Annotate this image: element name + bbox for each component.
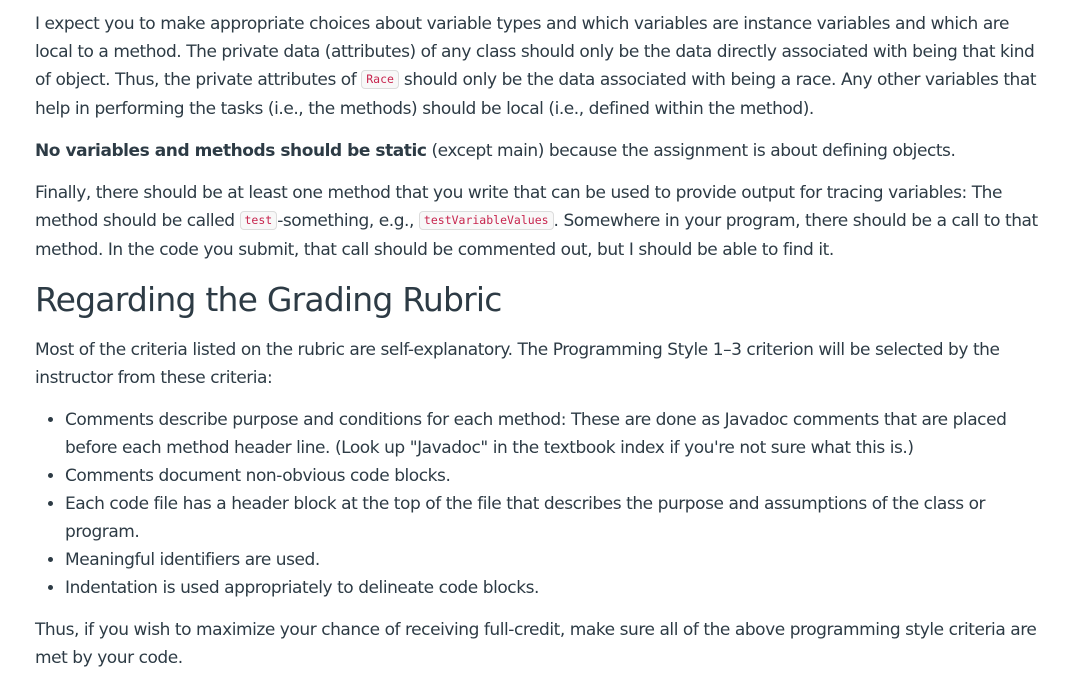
paragraph-static-bold: No variables and methods should be static: [35, 141, 427, 161]
paragraph-variables: [35, 10, 1044, 123]
paragraph-variables-text-1: I expect you to make appropriate choices about variable types and which variables are instance variables and which are local to a method. The private data (attributes) of any class should only be the data directly associated with being that kind of object. Thus, the private attributes of: [35, 14, 1035, 90]
paragraph-tracing: [35, 179, 1044, 264]
code-test-variable-values: testVariableValues: [419, 211, 554, 230]
code-test: test: [240, 211, 278, 230]
paragraph-tracing-text-2: -something, e.g.,: [277, 211, 419, 231]
code-race: Race: [361, 70, 399, 89]
paragraph-conclusion: Thus, if you wish to maximize your chance of receiving full-credit, make sure all of the above programming style criteria are met by your code.: [35, 620, 1037, 668]
paragraph-variables-text-2: should only be the data associated with being a race. Any other variables that help in performing the tasks (i.e., the methods) should be local (i.e., defined within the method).: [35, 70, 1037, 119]
paragraph-tracing-text-1: Finally, there should be at least one method that you write that can be used to provide output for tracing variables: The method should be called: [35, 183, 1002, 231]
criteria-list: [35, 406, 1044, 602]
paragraph-static: [35, 137, 1044, 165]
list-item: • Each code file has a header block at the top of the file that describes the purpose and assumptions of the class or program.: [65, 490, 1044, 546]
paragraph-rubric-intro: Most of the criteria listed on the rubric are self-explanatory. The Programming Style 1–3 criterion will be selected by the instructor from these criteria:: [35, 340, 1000, 388]
list-item: • Comments document non-obvious code blocks.: [65, 462, 1044, 490]
paragraph-tracing-text-3: . Somewhere in your program, there should be a call to that method. In the code you submit, that call should be commented out, but I should be able to find it.: [35, 211, 1038, 260]
list-item: • Comments describe purpose and conditions for each method: These are done as Javadoc comments that are placed before each method header line. (Look up "Javadoc" in the textbook index if you're not sure what this is.): [65, 406, 1044, 462]
paragraph-static-text: (except main) because the assignment is about defining objects.: [426, 141, 956, 161]
section-heading: Regarding the Grading Rubric: [35, 280, 502, 319]
list-item: • Meaningful identifiers are used.: [65, 546, 1044, 574]
list-item: • Indentation is used appropriately to delineate code blocks.: [65, 574, 1044, 602]
